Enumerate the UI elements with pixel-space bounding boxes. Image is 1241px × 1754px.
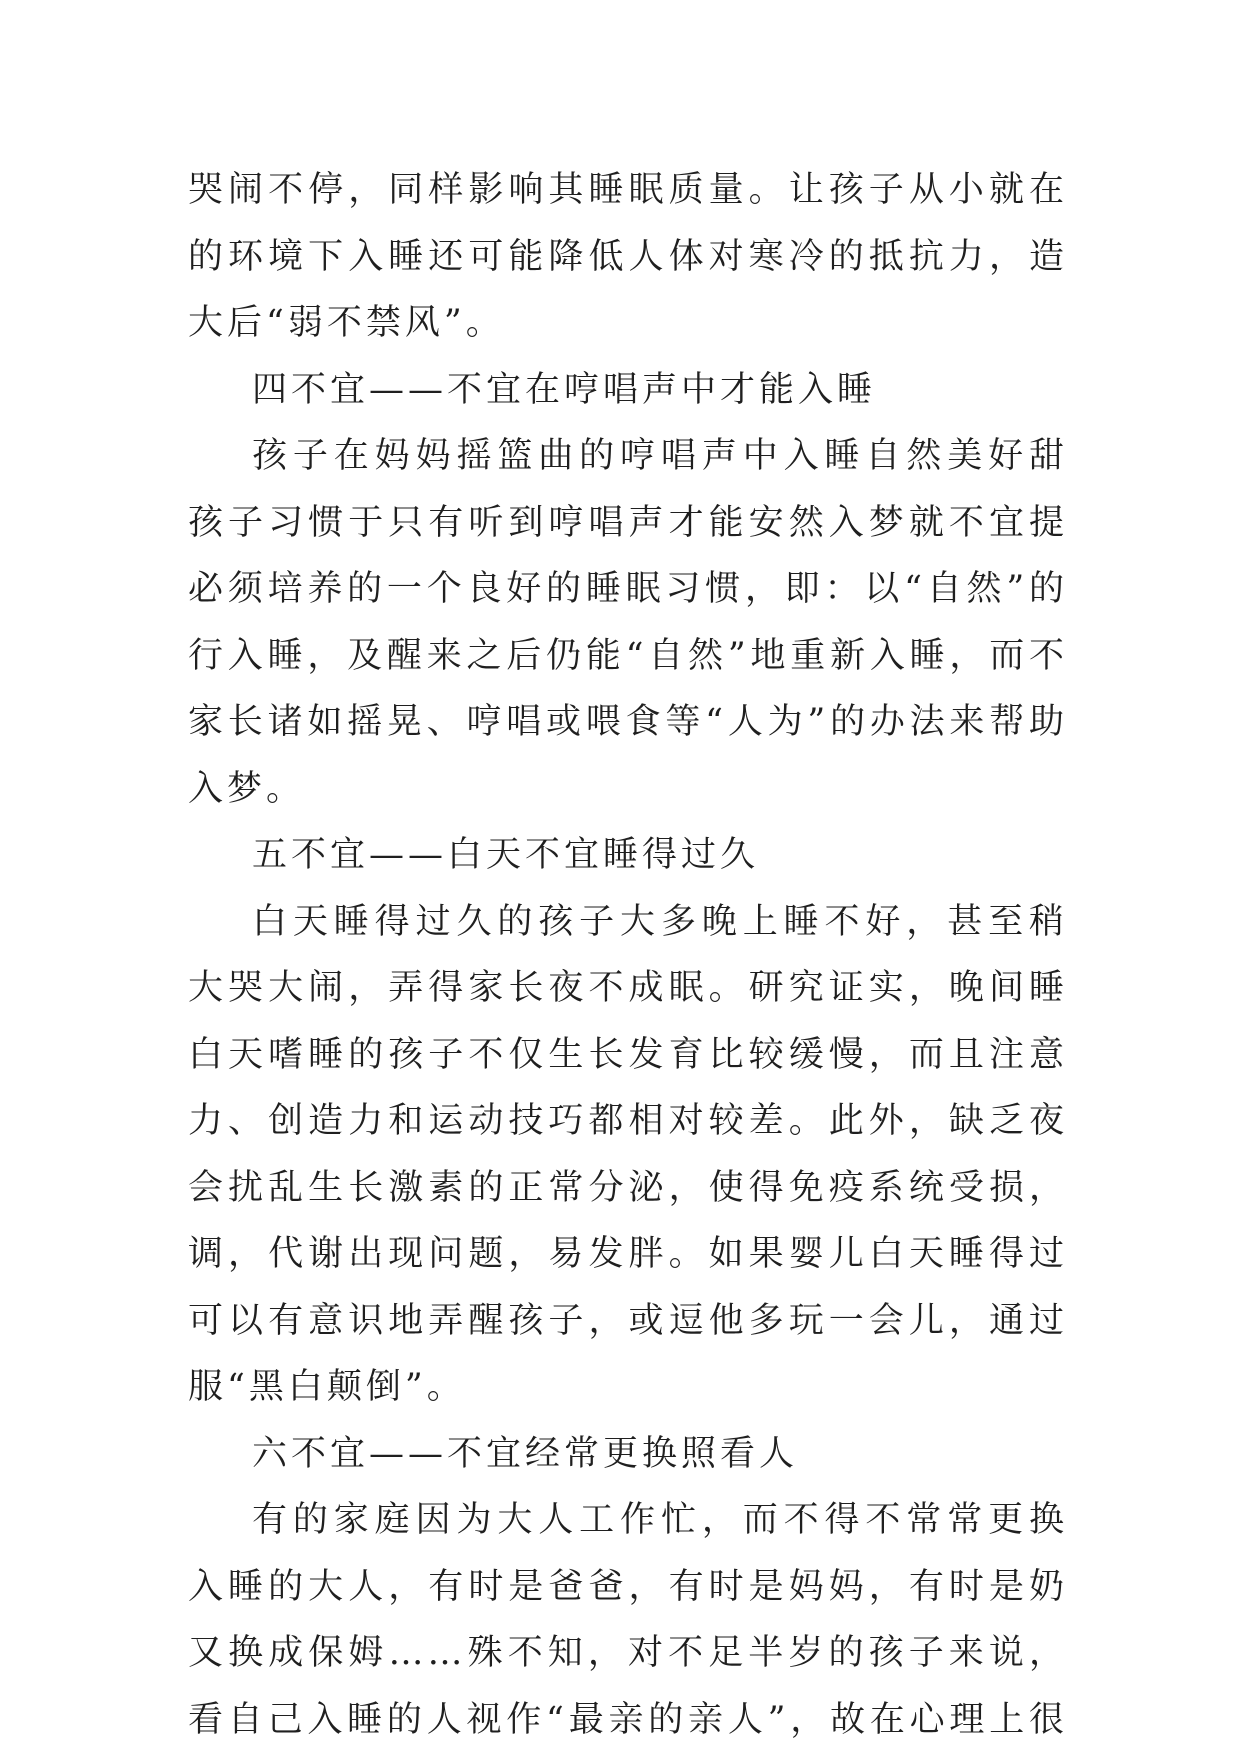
text-line: 入梦。	[188, 768, 306, 809]
text-line: 入睡的大人，有时是爸爸，有时是妈妈，有时是奶	[188, 1566, 1068, 1607]
text-line: 又换成保姆……殊不知，对不足半岁的孩子来说，	[188, 1633, 1068, 1673]
text-line: 白天嗜睡的孩子不仅生长发育比较缓慢，而且注意	[188, 1034, 1068, 1075]
text-line: 力、创造力和运动技巧都相对较差。此外，缺乏夜	[188, 1101, 1068, 1141]
text-line: 行入睡，及醒来之后仍能“自然”地重新入睡，而不	[188, 635, 1068, 676]
text-line: 大哭大闹，弄得家长夜不成眠。研究证实，晚间睡	[188, 968, 1068, 1008]
text-line: 白天睡得过久的孩子大多晚上睡不好，甚至稍	[252, 901, 1068, 942]
text-line: 看自己入睡的人视作“最亲的亲人”，故在心理上很	[188, 1699, 1068, 1740]
text-line: 五不宜——白天不宜睡得过久	[252, 835, 760, 875]
text-line: 孩子在妈妈摇篮曲的哼唱声中入睡自然美好甜	[252, 436, 1068, 476]
text-line: 服“黑白颠倒”。	[188, 1367, 466, 1407]
text-line: 会扰乱生长激素的正常分泌，使得免疫系统受损，	[188, 1167, 1068, 1208]
text-line: 调，代谢出现问题，易发胖。如果婴儿白天睡得过	[188, 1234, 1068, 1274]
text-line: 四不宜——不宜在哼唱声中才能入睡	[252, 369, 877, 410]
text-line: 六不宜——不宜经常更换照看人	[252, 1433, 799, 1474]
document-body	[188, 157, 1068, 1753]
text-line: 孩子习惯于只有听到哼唱声才能安然入梦就不宜提	[188, 502, 1068, 543]
text-line: 家长诸如摇晃、哼唱或喂食等“人为”的办法来帮助	[188, 702, 1068, 742]
text-line: 大后“弱不禁风”。	[188, 303, 505, 343]
text-line: 的环境下入睡还可能降低人体对寒冷的抵抗力，造	[188, 236, 1068, 277]
text-line: 有的家庭因为大人工作忙，而不得不常常更换	[252, 1500, 1068, 1540]
text-line: 哭闹不停，同样影响其睡眠质量。让孩子从小就在	[188, 170, 1068, 210]
text-line: 必须培养的一个良好的睡眠习惯，即：以“自然”的	[188, 569, 1068, 609]
text-line: 可以有意识地弄醒孩子，或逗他多玩一会儿，通过	[188, 1300, 1068, 1341]
